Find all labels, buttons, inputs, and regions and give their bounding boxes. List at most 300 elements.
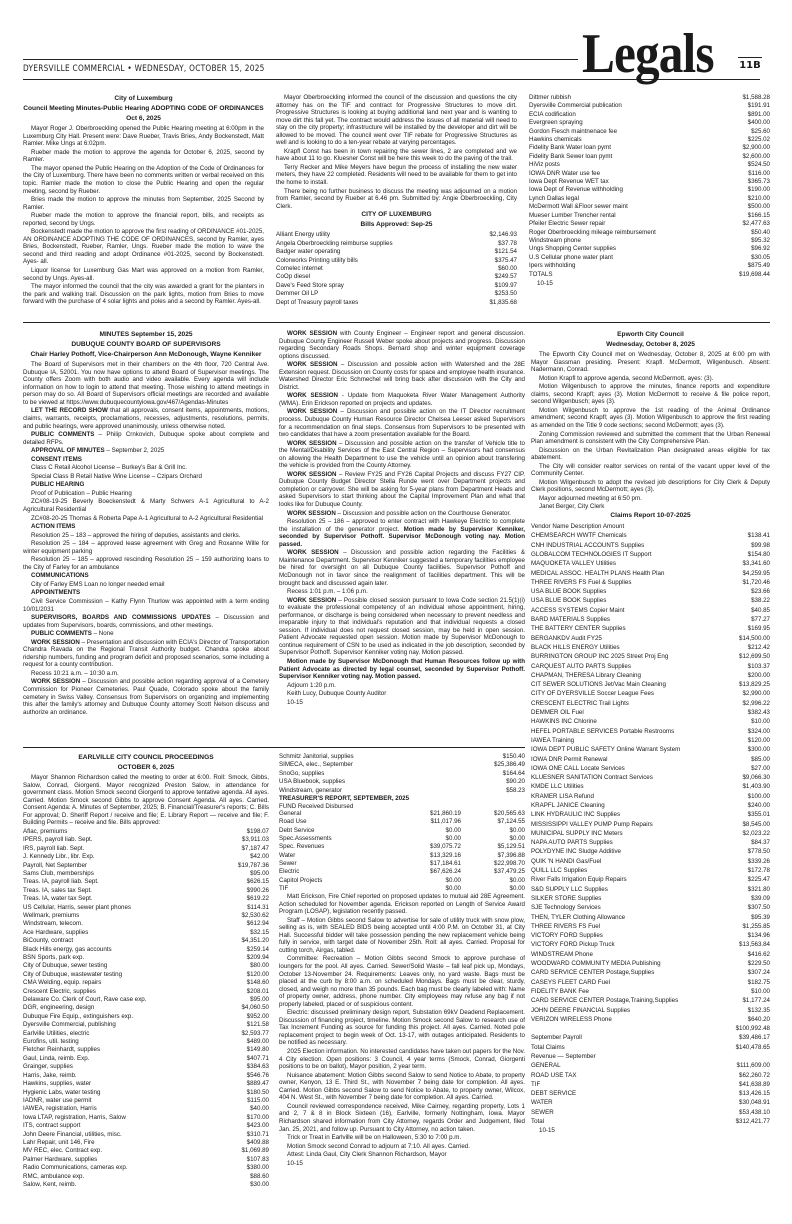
text-run: Matt Erickson, Fire Chief reported on proposed updates to mutual aid 28E Agreement. Action scheduled for November agenda. Erickson reported on Length of Service Award Program (LOSAP), legislation recently passed.: [279, 893, 525, 916]
bill-row: [529, 229, 770, 237]
amount: $339.26: [747, 857, 770, 865]
amount: $95.00: [250, 996, 269, 1004]
amount: $100.00: [747, 792, 770, 800]
payee: Spec. Revenues: [279, 843, 325, 851]
payee: Radio Communications, cameras exp.: [23, 1164, 128, 1172]
bill-row: [276, 257, 517, 265]
text-run: City of Farley EMS Loan no longer needed email: [31, 580, 165, 588]
amount: $889.47: [246, 1080, 269, 1088]
bill-row: [531, 940, 770, 949]
payee: THREE RIVERS FS Fuel & Supplies: [531, 578, 632, 586]
bill-row: [531, 1108, 770, 1117]
text-run: Electric: discussed preliminary design report, Substation 69kV Deadend Replacement. Discussion of financing project, timeline. Motion Smock second Salow to research use of Tax Increment Funding as source for funding this project. All ayes. Carried. Noted pole replacement project to begin week of Oct. 13-17, with outages anticipated. Residents to be notified as necessary.: [279, 1009, 525, 1047]
bold-lead: WORK SESSION: [287, 470, 337, 478]
text-run: Rueber made the motion to approve the financial report, bills, and receipts as reported, second by Ungs.: [23, 212, 264, 227]
bill-row: [531, 857, 770, 866]
payee: KMDE LLC Utilities: [531, 783, 584, 791]
paragraph: [279, 955, 525, 1008]
bill-row: [279, 761, 525, 769]
bill-row: [531, 615, 770, 624]
amount: $2,146.93: [489, 231, 517, 239]
amount: $952.00: [246, 1012, 269, 1020]
notice-heading: Claims Report 10-07-2025: [610, 512, 691, 520]
paragraph: [23, 670, 269, 678]
amount: $500.00: [747, 203, 770, 211]
text-run: The mayor opened the Public Hearing on the Adoption of the Code of Ordinances for the City of Luxemburg. There have been no comments written or verbal received on this topic. Ramler made the motion to close the Public Hearing and open the regular meeting, second by Rueber.: [23, 164, 264, 195]
amount: $23.66: [751, 588, 770, 596]
payee: Payroll, Net September: [23, 861, 87, 869]
notice-heading: Bills Approved: Sep-25: [360, 221, 433, 229]
fund-row: [279, 852, 525, 860]
bill-row: [531, 587, 770, 596]
payee: McDermott Wall &Floor sewer maint: [529, 203, 628, 211]
bill-row: [529, 237, 770, 245]
notice-heading: Council Meeting Minutes-Public Hearing ADOPTING CODE OF ORDINANCES: [23, 105, 264, 113]
amount: $416.62: [747, 950, 770, 958]
bill-row: [531, 1071, 770, 1080]
payee: USA Bluebook, supplies: [279, 778, 346, 786]
amount: $39,075.72: [430, 843, 461, 851]
paragraph: [531, 479, 770, 494]
amount: $107.83: [246, 1155, 269, 1163]
bold-lead: LET THE RECORD SHOW: [31, 407, 108, 415]
amount: $409.88: [246, 1138, 269, 1146]
payee: Fidelity Bank Water loan pymt: [529, 144, 611, 152]
payee: Ace Hardware, supplies: [23, 928, 89, 936]
bill-row: [531, 1033, 770, 1042]
bill-row: [531, 810, 770, 819]
payee: City of Dubuque, sewer testing: [23, 962, 108, 970]
paragraph: [279, 1072, 525, 1102]
amount: $99.98: [751, 541, 770, 549]
amount: $170.00: [246, 1113, 269, 1121]
payee: CARD SERVICE CENTER Postage,Training,Supplies: [531, 997, 679, 1005]
payee: Harris, Jake, reimb.: [23, 1071, 77, 1079]
paragraph: [279, 803, 525, 811]
bill-row: [531, 606, 770, 615]
amount: $1,588.28: [742, 94, 770, 101]
text-run: – Discussion and possible action regarding approval of a Cemetery Commission for Pioneer Cemeteries. Paul Quade, Colorado spoke about the family cemetery in Swiss Valley. Consensus from Supervisors on organizing and implementing this after the family's attorney and Dubuque County attorney Scott Nelson discuss and authorize an ordinance.: [23, 678, 269, 716]
amount: $116.00: [748, 169, 770, 177]
amount: $7,187.47: [241, 844, 269, 852]
payee: BARD MATERIALS Supplies: [531, 616, 610, 624]
amount: $150.40: [502, 753, 525, 760]
bill-row: [23, 895, 269, 903]
payee: IADNR, water use permit: [23, 1096, 92, 1104]
paragraph: [279, 330, 525, 360]
bold-lead: PUBLIC COMMENTS: [31, 630, 92, 638]
amount: $164.64: [502, 769, 525, 777]
payee: Angela Oberbroeckling reimburse supplies: [276, 239, 393, 247]
amount: $990.26: [246, 886, 269, 894]
amount: $9,066.30: [742, 774, 770, 782]
text-run: – Review FY25 and FY26 Capital Projects and discuss FY27 CIP. Dubuque County Budget Director Stella Runde went over Department projects and completion or carryover. She will be asking for 5-year plans from Department Heads and asked Supervisors to start thinking about the Capital Improvement Plan and what that looks like for Dubuque County.: [279, 470, 525, 509]
dubuque-supervisors-minutes: [23, 330, 525, 744]
payee: DEMMER OIL Fuel: [531, 709, 584, 717]
bill-row: [531, 541, 770, 550]
amount: $95.00: [250, 869, 269, 877]
payee: Treas. IA, payroll liab. Sept.: [23, 878, 99, 886]
paragraph: [23, 556, 269, 571]
paragraph: [23, 614, 269, 629]
bill-row: [23, 887, 269, 895]
amount: $41,638.89: [739, 1080, 770, 1088]
payee: IOWA ONE CALL Locate Services: [531, 764, 625, 772]
payee: BiCounty, contract: [23, 937, 74, 945]
amount: $382.43: [747, 709, 770, 717]
text-run: FUND Received Disbursed: [279, 802, 354, 810]
amount: $524.50: [747, 161, 770, 169]
fund-row: [279, 818, 525, 826]
text-run: – Discussion and possible action regarding the Facilities & Maintenance Department. Supervisor Kenniker suggested a temporary facilities employee be hired for oversight on all Dubuque County facilities. Supervisor Pothoff and McDonough not in favor since the realignment of facilities department. This will be brought back and discussed again later.: [279, 549, 525, 587]
text-run: There being no further business to discuss the meeting was adjourned on a motion from Ramler, second by Rueber at 6.46 pm. Submitted by: Angie Oberbroeckling, City Clerk.: [276, 187, 517, 210]
amount: $27.00: [751, 764, 770, 772]
payee: Windstream phone: [529, 236, 581, 244]
payee: Comelec internet: [276, 264, 323, 272]
bill-row: [529, 161, 770, 169]
payee: MV REC, elec. Contract exp.: [23, 1147, 103, 1155]
payee: IAWEA, registration, Harris: [23, 1105, 97, 1113]
text-run: Bries made the motion to approve the minutes from September, 2025 Second by Ramler.: [23, 196, 264, 211]
paragraph: [279, 440, 525, 470]
paragraph: [279, 1143, 525, 1151]
amount: $62,260.72: [739, 1071, 770, 1079]
amount: $67,626.24: [430, 868, 461, 876]
bill-row: [531, 1098, 770, 1107]
payee: Total: [531, 1118, 545, 1126]
fund-row: [279, 827, 525, 835]
payee: CARD SERVICE CENTER Postage,Supplies: [531, 969, 655, 977]
text-run: - Update from Maquoketa River Water Management Authority (WMA). Erin Erickson reported on projects and updates.: [279, 392, 525, 407]
payee: Dittmer rubbish: [529, 94, 571, 101]
paragraph: [276, 94, 517, 147]
amount: $2,996.22: [742, 699, 770, 707]
amount: $114.31: [247, 903, 269, 911]
text-run: Nuisance abatement: Motion Gibbs second Salow to send Notice to Abate, to property owner, Kenyon, 13 E. Third St., with November 7 being date for completion. All ayes. Carried. Motion Gibbs second Salow to send Notice to Abate, to property owner, Wilcox, 404 N. West St., with November 7 being date for completion. All ayes. Carried.: [279, 1071, 525, 1102]
amount: $5,129.51: [497, 843, 525, 851]
bill-row: [23, 920, 269, 928]
payee: Water: [279, 851, 296, 859]
payee: Sewer: [279, 859, 297, 867]
text-run: Resolution 25 – 183 – approved the hiring of deputies, assistants and clerks.: [31, 531, 241, 539]
bill-row: [23, 862, 269, 870]
payee: TOTALS: [529, 270, 553, 278]
text-run: Motion Wilgenbusch to approve the minutes, finance reports and expenditure claims, second Krapfl; ayes (3). Motion McDermott to receive & file police report, second Wilgenbusch; ayes (3).: [531, 383, 770, 406]
text-run: Rueber made the motion to approve the agenda for October 6, 2025, second by Ramler.: [23, 148, 264, 164]
bill-row: [531, 559, 770, 568]
amount: $249.57: [494, 273, 517, 281]
amount: $37,479.25: [494, 868, 525, 876]
text-run: The Epworth City Council met on Wednesday, October 8, 2025 at 6:00 pm with Mayor Gassman presiding. Present: Krapfl. McDermott, Wilgenbusch. Absent: Nadermann, Conrad.: [531, 351, 770, 374]
amount: $7,124.55: [497, 818, 525, 826]
text-run: – September 2, 2025: [104, 447, 165, 455]
amount: $365.73: [747, 178, 770, 186]
payee: Hygienic Labs, water testing: [23, 1088, 101, 1096]
amount: $1,069.89: [241, 1147, 269, 1155]
payee: IOWA DNR Permit Renewal: [531, 755, 608, 763]
notice-heading: Chair Harley Pothoff, Vice-Chairperson Ann McDonough, Wayne Kenniker: [30, 351, 262, 359]
bill-row: [531, 782, 770, 791]
text-run: 2025 Election information. No interested candidates have taken out papers for the Nov. 4 City election. Open positions: 3 Council, 4 year terms (Smock, Conrad, Giorgenti positions to be on ballot), Mayor position, 2 year term.: [279, 1048, 525, 1071]
bold-lead: Motion made by Supervisor Kenniker, seconded by Supervisor Pothoff. Supervisor McDonough voting nay. Motion passed.: [279, 525, 525, 548]
bill-row: [531, 903, 770, 912]
bill-row: [279, 770, 525, 778]
text-run: Mayor adjourned meeting at 6:50 pm.: [539, 494, 642, 502]
bill-row: [531, 550, 770, 559]
amount: $11,017.96: [430, 818, 461, 826]
bold-lead: WORK SESSION: [287, 392, 338, 400]
payee: Vendor Name Description Amount: [531, 523, 625, 531]
payee: Dyersville Commercial publication: [529, 102, 622, 110]
payee: US Cellular, Harris, sewer plant phones: [23, 903, 131, 911]
amount: $32.15: [250, 928, 269, 936]
bill-row: [529, 212, 770, 220]
payee: Revenue — September: [531, 1053, 596, 1060]
bill-row: [531, 838, 770, 847]
amount: $120.00: [747, 736, 770, 744]
payee: Colorworks Printing utility bills: [276, 256, 358, 264]
bill-row: [531, 1052, 770, 1061]
payee: Hawkins, supplies, water: [23, 1080, 92, 1088]
section-divider: [23, 747, 525, 748]
bill-row: [23, 946, 269, 954]
payee: IRS, payroll liab. Sept.: [23, 844, 85, 852]
amount: $407.71: [246, 1054, 269, 1062]
text-run: Resolution 25 – 184 – approved lease agreement with Greg and Roxanne Wille for winter equipment parking: [23, 540, 269, 555]
bill-row: [23, 870, 269, 878]
paragraph: [23, 125, 264, 148]
bill-row: [531, 578, 770, 587]
bill-row: [531, 643, 770, 652]
text-run: Keith Lucy, Dubuque County Auditor: [287, 690, 387, 698]
amount: $3,911.03: [241, 836, 269, 844]
payee: Debt Service: [279, 826, 315, 834]
payee: Roger Oberbroeckling mileage reimbursement: [529, 228, 656, 236]
amount: $39,486.17: [739, 1034, 770, 1042]
section-divider: [23, 322, 770, 323]
paragraph: [531, 383, 770, 406]
payee: Eurofins, util. testing: [23, 1038, 79, 1046]
paragraph: [276, 148, 517, 163]
payee: Mueser Lumber Trencher rental: [529, 211, 616, 219]
bold-lead: TREASURER'S REPORT, SEPTEMBER, 2025: [279, 795, 410, 803]
payee: THREE RIVERS FS Fuel: [531, 922, 601, 930]
paragraph: [23, 481, 269, 489]
paragraph: [279, 549, 525, 587]
amount: $300.00: [747, 746, 770, 754]
paragraph: [279, 1048, 525, 1071]
payee: Gordon Fiesch maintnenace fee: [529, 127, 618, 135]
amount: $42.00: [250, 853, 269, 861]
publication-code: 10-15: [539, 1127, 555, 1135]
paragraph: [279, 682, 525, 690]
paragraph: [279, 408, 525, 438]
bill-row: [531, 680, 770, 689]
bill-row: [531, 745, 770, 754]
notice-heading: EARLVILLE CITY COUNCIL PROCEEDINGS: [78, 754, 214, 761]
amount: $90.20: [506, 778, 525, 786]
text-run: Civil Service Commission – Kathy Flynn Thurlow was appointed with a term ending 10/01/2031: [23, 598, 269, 613]
bill-row: [23, 878, 269, 886]
bill-row: [531, 820, 770, 829]
payee: Sams Club, memberships: [23, 869, 94, 877]
amount: $312,421.77: [735, 1118, 770, 1126]
amount: $4,060.50: [241, 1004, 269, 1012]
payee: J. Kennedy Libr., libr. Exp.: [23, 853, 95, 861]
payee: DEBT SERVICE: [531, 1090, 577, 1098]
payee: Evergreen spraying: [529, 119, 583, 127]
paragraph: [23, 267, 264, 282]
bold-lead: WORK SESSION: [287, 361, 338, 369]
payee: USA BLUE BOOK Supplies: [531, 597, 607, 605]
amount: $166.15: [747, 211, 770, 219]
bold-lead: WORK SESSION: [287, 509, 336, 517]
bill-row: [529, 195, 770, 203]
payee: ACCESS SYSTEMS Copier Maint: [531, 606, 625, 614]
amount: $0.00: [509, 826, 525, 834]
paragraph: [279, 893, 525, 916]
payee: SnoGo, supplies: [279, 769, 325, 777]
amount: $182.75: [747, 978, 770, 986]
payee: KRAPFL JANICE Cleaning: [531, 801, 605, 809]
bill-row: [531, 875, 770, 884]
paragraph: [279, 471, 525, 509]
bill-row: [529, 102, 770, 110]
text-run: ZC#08-19-25 Beverly Boeckenstedt & Marty Schwers A-1 Agricultural to A-2 Agricultural Residential: [23, 498, 269, 513]
amount: $891.00: [747, 110, 770, 118]
amount: $21,860.19: [430, 810, 461, 818]
paragraph: [279, 1009, 525, 1047]
text-run: with County Engineer – Engineer report and general discussion. Dubuque County Engineer Russell Weber spoke about projects and progress. Discussion regarding Secondary Roads Shops. Bernard shop and winter equipment coverage options discussed.: [279, 330, 525, 360]
section-title: Legals: [582, 23, 714, 85]
amount: $39.09: [751, 894, 770, 902]
text-run: Terry Recker and Mike Meyers have begun the process of installing the new water meters, they have 22 completed. Residents will need to be available for them to get into the home to install.: [276, 163, 517, 187]
payee: CRESCENT ELECTRIC Trail Lights: [531, 699, 629, 707]
amount: $626.15: [246, 878, 269, 886]
bill-row: [23, 836, 269, 844]
bill-row: [529, 245, 770, 253]
amount: $0.00: [445, 835, 461, 843]
bold-lead: WORK SESSION: [287, 596, 337, 604]
payee: Dyersville Commercial, publishing: [23, 1021, 116, 1029]
payee: Windstream, telecom.: [23, 920, 83, 928]
payee: SJE Technology Services: [531, 904, 601, 912]
payee: HAWKINS INC Chlorine: [531, 718, 597, 726]
amount: $84.37: [751, 839, 770, 847]
text-run: – Discussion and possible action on the Courthouse Generator.: [335, 509, 511, 517]
bill-row: [23, 1089, 269, 1097]
paragraph: [531, 351, 770, 374]
paragraph: [276, 164, 517, 187]
amount: $3,341.60: [742, 560, 770, 568]
paragraph: [23, 473, 269, 481]
bill-row: [529, 144, 770, 152]
payee: THEN, TYLER Clothing Allowance: [531, 913, 626, 921]
bill-row: [529, 111, 770, 119]
amount: $0.00: [445, 884, 461, 892]
bill-row: [529, 220, 770, 228]
bill-row: [531, 1043, 770, 1052]
amount: $132.35: [747, 1006, 770, 1014]
bill-row: [279, 753, 525, 761]
amount: $13,329.16: [430, 851, 461, 859]
payee: KRAMER LISA Refund: [531, 792, 594, 800]
paragraph: [23, 149, 264, 164]
text-run: Staff – Motion Gibbs second Salow to advertise for sale of utility truck with snow plow, selling as is, with SEALED BIDS being accepted until 4:00 P.M. on October 31, at City Hall. Successful bidder will take possession pending the new replacement vehicle being fully in service, with target date of November 25th. Roll: all ayes. Carried. Proposal for cutting torch, Airgas, tabled.: [279, 916, 525, 954]
amount: $10.00: [751, 987, 770, 995]
paragraph: [276, 188, 517, 211]
notice-heading: Wednesday, October 8, 2025: [606, 341, 695, 349]
amount: $384.63: [246, 1063, 269, 1071]
payee: Ungs Shopping Center supplies: [529, 245, 617, 253]
bill-row: [531, 764, 770, 773]
bill-row: [23, 904, 269, 912]
amount: $103.37: [747, 662, 770, 670]
amount: $489.00: [246, 1038, 269, 1046]
amount: $1,835.68: [489, 298, 517, 306]
payee: CASEYS FLEET CARD Fuel: [531, 978, 610, 986]
bill-row: [23, 1004, 269, 1012]
amount: $40.85: [751, 606, 770, 614]
paragraph: [23, 228, 264, 266]
bill-row: [531, 624, 770, 633]
bill-row: [23, 979, 269, 987]
payee: Capitol Projects: [279, 876, 323, 884]
paragraph: [23, 572, 269, 580]
bill-row: [531, 522, 770, 531]
bill-row: [23, 1063, 269, 1071]
payee: Gaul, Linda, reimb. Exp.: [23, 1054, 90, 1062]
text-run: that all approvals, consent items, appointments, motions, claims, warrants, receipts, proclamations, recesses, adjustments, resolutions, permits, and public hearings, were approved unanimously, unless otherwise noted.: [23, 407, 269, 430]
payee: GENERAL: [531, 1062, 561, 1070]
payee: Iowa Dept of Revenue withholding: [529, 186, 623, 194]
publication-code: 10-15: [287, 1159, 303, 1167]
bill-row: [531, 950, 770, 959]
text-run: The Board of Supervisors met in their chambers on the 4th floor, 720 Central Ave. Dubuque IA, 52001. You now have options to attend Board of Supervisor meetings. The County offers Zoom with both audio and video available. Every agenda will include information on how to login to attend that meeting. Those wishing to attend meetings in person may do so. All Board of Supervisors official meetings are recorded and available to be viewed at https://www.dubuquecountyiowa.gov/467/Agendas-Minutes: [23, 361, 269, 406]
payee: VICTORY FORD Supplies: [531, 932, 603, 940]
paragraph: [279, 361, 525, 391]
bill-row: [531, 717, 770, 726]
paragraph: [23, 639, 269, 669]
payee: River Falls Irrigation Equip Repairs: [531, 876, 627, 884]
amount: $121.58: [246, 1021, 269, 1029]
bill-row: [531, 959, 770, 968]
notice-heading: Oct 6, 2025: [126, 115, 161, 123]
amount: $25,386.49: [494, 761, 525, 769]
bill-row: [531, 699, 770, 708]
amount: $30.05: [751, 253, 770, 261]
payee: Pfeiler Electric Sewer repair: [529, 220, 606, 228]
payee: Wellmark, premiums: [23, 911, 80, 919]
bill-row: [276, 290, 517, 298]
bold-lead: WORK SESSION: [287, 439, 337, 447]
amount: $612.94: [246, 920, 269, 928]
amount: $198.07: [246, 827, 269, 835]
text-run: Discussion on the Urban Revitalization Plan designated areas eligible for tax abatement.: [531, 446, 770, 462]
payee: Lahr Repair, unit 146, Fire: [23, 1138, 95, 1146]
fund-row: [279, 810, 525, 818]
bill-row: [531, 689, 770, 698]
bill-row: [529, 271, 770, 279]
amount: $355.01: [747, 811, 770, 819]
payee: RMC, ambulance exp.: [23, 1172, 85, 1180]
amount: $1,255.85: [742, 922, 770, 930]
bill-row: [529, 119, 770, 127]
text-run: Resolution 25 – 185 – approved rescinding Resolution 25 – 159 authorizing loans to the City of Farley for an ambulance: [23, 556, 269, 571]
bill-row: [529, 153, 770, 161]
payee: ROAD USE TAX: [531, 1071, 577, 1079]
amount: $0.00: [445, 826, 461, 834]
